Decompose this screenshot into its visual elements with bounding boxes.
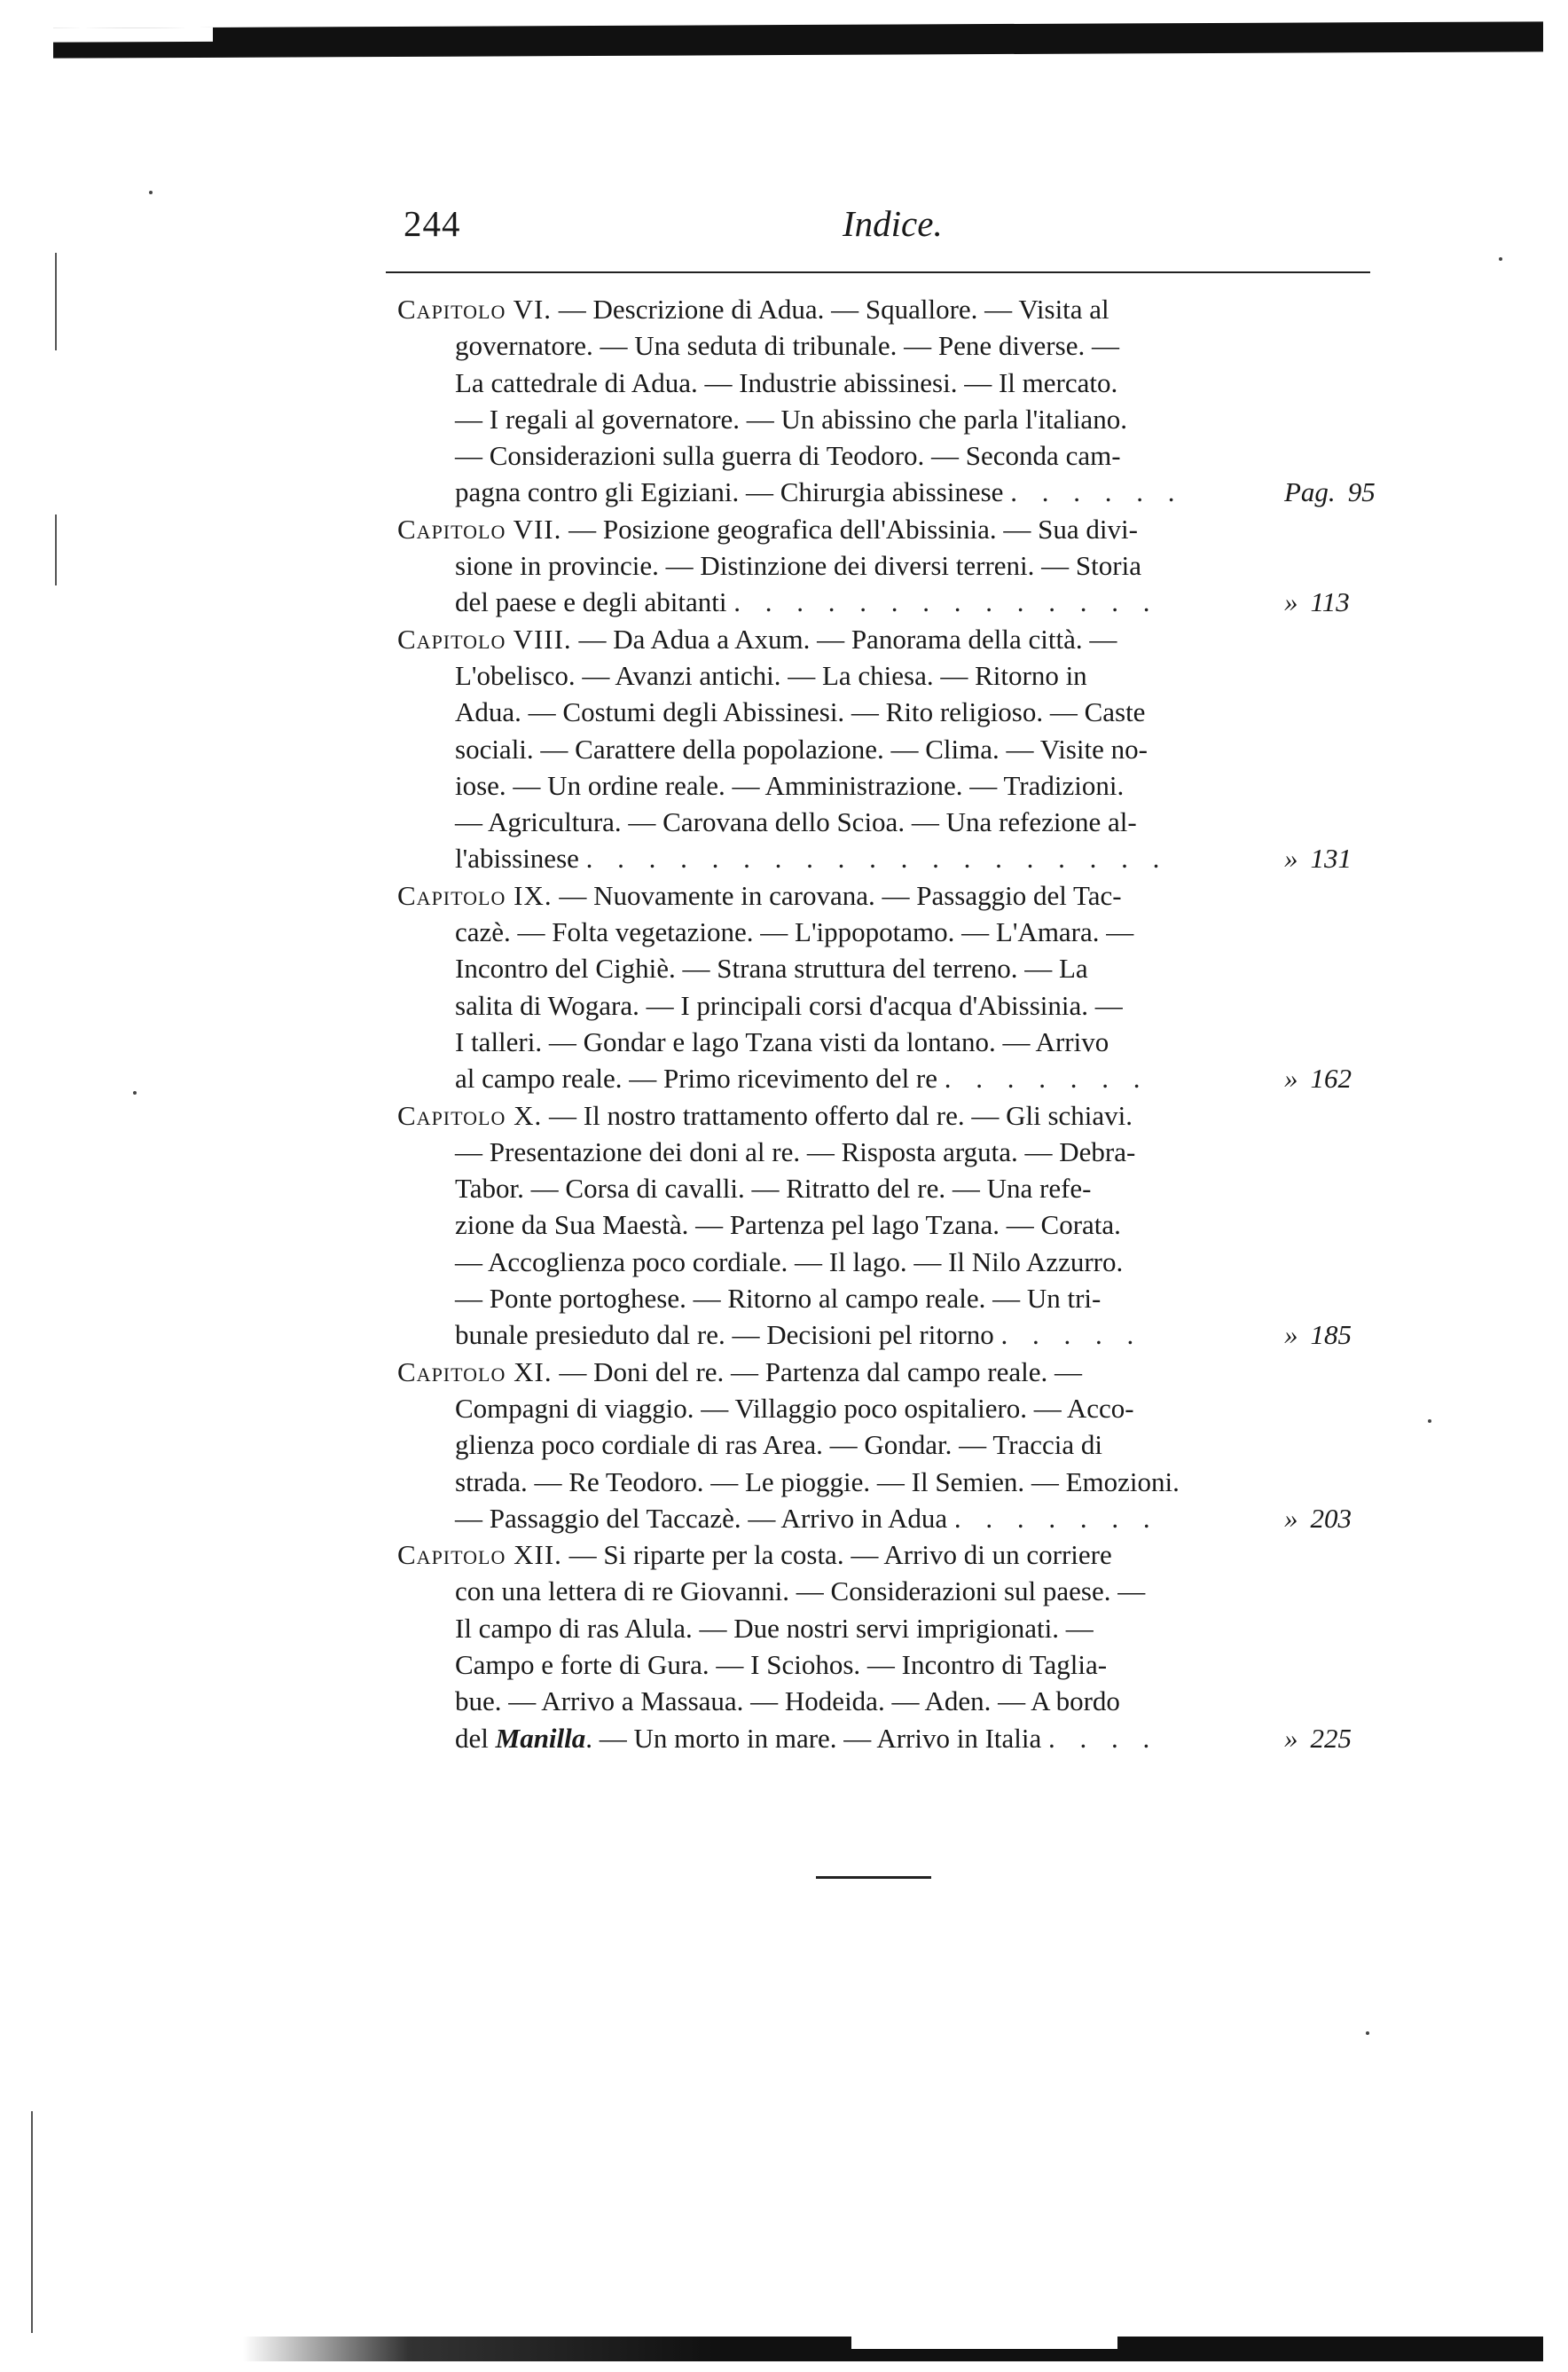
chapter-summary-text: — Agricultura. — Carovana dello Scioa. — Una refezione al-	[455, 806, 1137, 838]
chapter-summary-text: — Si riparte per la costa. — Arrivo di un corriere	[561, 1539, 1112, 1571]
page-prefix: Pag.	[1284, 476, 1336, 508]
scan-margin-mark	[31, 2111, 33, 2333]
chapter-summary-text: sione in provincie. — Distinzione dei diversi terreni. — Storia	[455, 550, 1141, 582]
toc-line	[397, 1573, 1382, 1609]
chapter-summary-text: — Ponte portoghese. — Ritorno al campo reale. — Un tri-	[455, 1283, 1102, 1315]
chapter-summary-text: — Presentazione dei doni al re. — Risposta arguta. — Debra-	[455, 1135, 1136, 1167]
chapter-label: Capitolo IX.	[397, 879, 553, 911]
page-number-ref: 203	[1310, 1502, 1352, 1534]
chapter-summary-text: — I regali al governatore. — Un abissino che parla l'italiano.	[455, 403, 1127, 435]
chapter-summary-text: salita di Wogara. — I principali corsi d'acqua d'Abissinia. —	[455, 989, 1123, 1021]
page-number-ref: 113	[1310, 586, 1350, 618]
chapter-summary-text: pagna contro gli Egiziani. — Chirurgia abissinese	[455, 476, 1004, 508]
page-reference	[1284, 1060, 1352, 1096]
scan-speck	[1499, 257, 1502, 261]
chapter-summary-text: — Doni del re. — Partenza dal campo reale. —	[552, 1355, 1082, 1387]
toc-line	[397, 1536, 1382, 1573]
toc-line	[397, 437, 1382, 474]
toc-entry	[397, 621, 1382, 877]
chapter-summary-text: — Posizione geografica dell'Abissinia. — Sua divi-	[561, 513, 1138, 545]
scan-bottom-edge	[160, 2337, 1543, 2361]
page-reference	[1284, 1500, 1352, 1536]
toc-line	[397, 1500, 1382, 1536]
toc-line	[397, 327, 1382, 364]
toc-line	[397, 291, 1382, 327]
chapter-summary-text: del Manilla. — Un morto in mare. — Arrivo in Italia	[455, 1722, 1042, 1754]
toc-entry	[397, 1536, 1382, 1756]
toc-line	[397, 767, 1382, 804]
chapter-label: Capitolo X.	[397, 1099, 543, 1131]
running-title: Indice.	[843, 203, 943, 244]
page-prefix: »	[1284, 1063, 1298, 1095]
leader-dots: . . . .	[1048, 1722, 1159, 1754]
toc-line	[397, 547, 1382, 584]
toc-line	[397, 804, 1382, 840]
toc-line	[397, 1390, 1382, 1426]
toc-line	[397, 731, 1382, 767]
chapter-summary-text: — Considerazioni sulla guerra di Teodoro. — Seconda cam-	[455, 440, 1121, 472]
leader-dots: . . . . . . . . . . . . . . . . . . .	[585, 843, 1169, 875]
chapter-summary-text: zione da Sua Maestà. — Partenza pel lago Tzana. — Corata.	[455, 1209, 1121, 1241]
end-rule	[816, 1876, 931, 1879]
chapter-summary-text: L'obelisco. — Avanzi antichi. — La chiesa. — Ritorno in	[455, 659, 1087, 691]
chapter-summary-text: — Il nostro trattamento offerto dal re. — Gli schiavi.	[542, 1099, 1133, 1131]
toc-line	[397, 511, 1382, 547]
toc-line	[397, 694, 1382, 730]
scan-speck	[1366, 2031, 1369, 2035]
toc-line	[397, 914, 1382, 950]
leader-dots: . . . . . .	[1010, 476, 1184, 508]
chapter-summary-text: — Da Adua a Axum. — Panorama della città. —	[571, 623, 1117, 655]
toc-line	[397, 657, 1382, 694]
toc-line	[397, 365, 1382, 401]
page-prefix: »	[1284, 1502, 1298, 1534]
page-number-ref: 225	[1310, 1722, 1352, 1754]
leader-dots: . . . . . . . . . . . . . .	[733, 586, 1159, 618]
page-reference	[1284, 1720, 1352, 1756]
toc-line	[397, 401, 1382, 437]
chapter-summary-text: I talleri. — Gondar e lago Tzana visti da lontano. — Arrivo	[455, 1025, 1109, 1057]
toc-line	[397, 1244, 1382, 1280]
chapter-summary-text: Compagni di viaggio. — Villaggio poco ospitaliero. — Acco-	[455, 1392, 1134, 1424]
chapter-summary-text: — Nuovamente in carovana. — Passaggio del Tac-	[552, 879, 1122, 911]
header-rule	[386, 271, 1370, 273]
toc-line	[397, 474, 1382, 510]
chapter-summary-text: Incontro del Cighiè. — Strana struttura del terreno. — La	[455, 953, 1088, 985]
toc-line	[397, 1097, 1382, 1134]
chapter-summary-text: sociali. — Carattere della popolazione. — Clima. — Visite no-	[455, 733, 1148, 765]
chapter-summary-text: — Accoglienza poco cordiale. — Il lago. — Il Nilo Azzurro.	[455, 1245, 1124, 1277]
page-number-ref: 95	[1347, 476, 1376, 508]
toc-line	[397, 1610, 1382, 1646]
toc-line	[397, 1060, 1382, 1096]
toc-line	[397, 987, 1382, 1024]
chapter-summary-text: governatore. — Una seduta di tribunale. — Pene diverse. —	[455, 330, 1119, 362]
chapter-summary-text: iose. — Un ordine reale. — Amministrazione. — Tradizioni.	[455, 769, 1125, 801]
scan-top-edge	[53, 21, 1543, 58]
chapter-summary-text: al campo reale. — Primo ricevimento del re	[455, 1063, 938, 1095]
toc-line	[397, 1024, 1382, 1060]
toc-line	[397, 1316, 1382, 1353]
toc-line	[397, 1134, 1382, 1170]
chapter-label: Capitolo XI.	[397, 1355, 553, 1387]
toc-line	[397, 1646, 1382, 1683]
scan-speck	[149, 191, 153, 194]
chapter-summary-text: glienza poco cordiale di ras Area. — Gondar. — Traccia di	[455, 1429, 1102, 1461]
toc-entry	[397, 1097, 1382, 1354]
page-header	[395, 202, 1375, 255]
toc-line	[397, 1464, 1382, 1500]
chapter-summary-text: strada. — Re Teodoro. — Le pioggie. — Il Semien. — Emozioni.	[455, 1465, 1180, 1497]
toc-line	[397, 1683, 1382, 1719]
page-reference	[1284, 584, 1350, 620]
chapter-summary-text: Tabor. — Corsa di cavalli. — Ritratto del re. — Una refe-	[455, 1173, 1092, 1205]
scan-speck	[1428, 1419, 1431, 1423]
chapter-summary-text: l'abissinese	[455, 843, 579, 875]
page-reference	[1284, 474, 1376, 510]
toc-line	[397, 1720, 1382, 1756]
toc-line	[397, 1280, 1382, 1316]
page-prefix: »	[1284, 1722, 1298, 1754]
leader-dots: . . . . .	[1000, 1319, 1143, 1351]
chapter-summary-text: con una lettera di re Giovanni. — Considerazioni sul paese. —	[455, 1575, 1146, 1607]
leader-dots: . . . . . . .	[944, 1063, 1149, 1095]
chapter-summary-text: — Passaggio del Taccazè. — Arrivo in Adua	[455, 1502, 948, 1534]
toc-line	[397, 1170, 1382, 1206]
chapter-summary-text: Campo e forte di Gura. — I Sciohos. — Incontro di Taglia-	[455, 1648, 1108, 1680]
page-reference	[1284, 1316, 1352, 1353]
toc-line	[397, 584, 1382, 620]
scan-speck	[133, 1091, 137, 1095]
scan-margin-mark	[55, 253, 57, 350]
toc-line	[397, 1354, 1382, 1390]
chapter-summary-text: Adua. — Costumi degli Abissinesi. — Rito religioso. — Caste	[455, 696, 1146, 728]
scan-margin-mark	[55, 514, 57, 585]
page-number-ref: 131	[1310, 843, 1352, 875]
page-prefix: »	[1284, 1319, 1298, 1351]
page-prefix: »	[1284, 843, 1298, 875]
page-prefix: »	[1284, 586, 1298, 618]
chapter-summary-text: cazè. — Folta vegetazione. — L'ippopotamo. — L'Amara. —	[455, 916, 1134, 948]
toc-line	[397, 1426, 1382, 1463]
page-reference	[1284, 840, 1352, 876]
toc-entry	[397, 877, 1382, 1097]
toc-entry	[397, 291, 1382, 511]
table-of-contents	[397, 291, 1382, 1756]
page-number-ref: 185	[1310, 1319, 1352, 1351]
toc-entry	[397, 1354, 1382, 1536]
toc-line	[397, 877, 1382, 914]
chapter-label: Capitolo VIII.	[397, 623, 572, 655]
toc-line	[397, 840, 1382, 876]
toc-line	[397, 1206, 1382, 1243]
page-number: 244	[404, 203, 461, 244]
chapter-summary-text: — Descrizione di Adua. — Squallore. — Visita al	[552, 294, 1109, 325]
toc-line	[397, 621, 1382, 657]
chapter-label: Capitolo VI.	[397, 294, 553, 325]
page-number-ref: 162	[1310, 1063, 1352, 1095]
chapter-summary-text: bunale presieduto dal re. — Decisioni pel ritorno	[455, 1319, 994, 1351]
chapter-summary-text: La cattedrale di Adua. — Industrie abissinesi. — Il mercato.	[455, 366, 1118, 398]
toc-entry	[397, 511, 1382, 621]
chapter-summary-text: bue. — Arrivo a Massaua. — Hodeida. — Aden. — A bordo	[455, 1685, 1120, 1717]
chapter-label: Capitolo XII.	[397, 1539, 562, 1571]
leader-dots: . . . . . . .	[953, 1502, 1159, 1534]
chapter-label: Capitolo VII.	[397, 513, 562, 545]
chapter-summary-text: Il campo di ras Alula. — Due nostri servi imprigionati. —	[455, 1612, 1094, 1644]
chapter-summary-text: del paese e degli abitanti	[455, 586, 727, 618]
toc-line	[397, 950, 1382, 986]
